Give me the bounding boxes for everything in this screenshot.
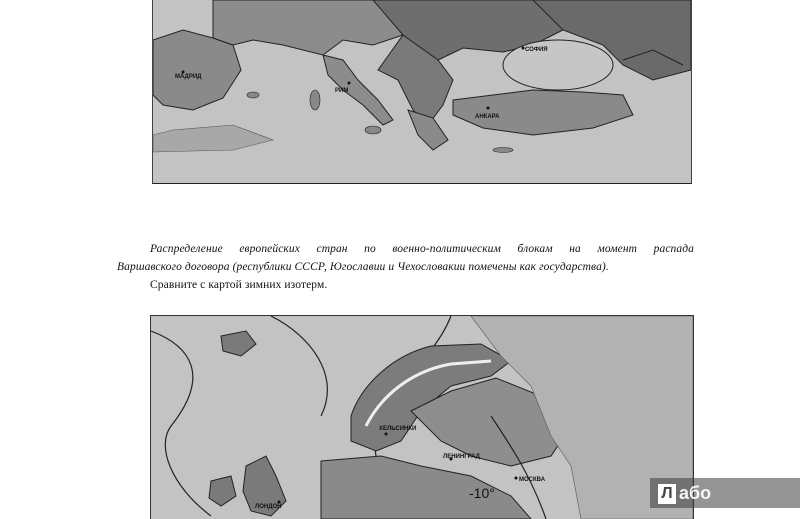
- top-map-graphic: [153, 0, 691, 183]
- city-label: ХЕЛЬСИНКИ: [379, 426, 417, 432]
- caption-line-2: Варшавского договора (республики СССР, Югославии и Чехословакии помечены как государства).: [117, 261, 609, 273]
- city-label: ЛЕНИНГРАД: [443, 454, 480, 460]
- caption-line-1: Распределение европейских стран по военно-политическим блокам на момент распада: [150, 243, 694, 255]
- city-label: МОСКВА: [519, 477, 546, 483]
- top-map: [152, 0, 692, 184]
- city-label: РИМ: [335, 88, 349, 94]
- watermark-logo-icon: Л: [658, 484, 676, 504]
- city-label: СОФИЯ: [525, 47, 548, 53]
- city-label: МАДРИД: [175, 74, 202, 80]
- watermark-text: або: [679, 483, 712, 503]
- bottom-map-graphic: [151, 316, 693, 519]
- watermark: [650, 478, 800, 508]
- bottom-map: [150, 315, 694, 519]
- caption-line-3: Сравните с картой зимних изотерм.: [150, 279, 328, 291]
- city-label: ЛОНДОН: [255, 504, 282, 510]
- city-label: АНКАРА: [475, 114, 500, 120]
- isotherm-label: -10°: [469, 485, 495, 501]
